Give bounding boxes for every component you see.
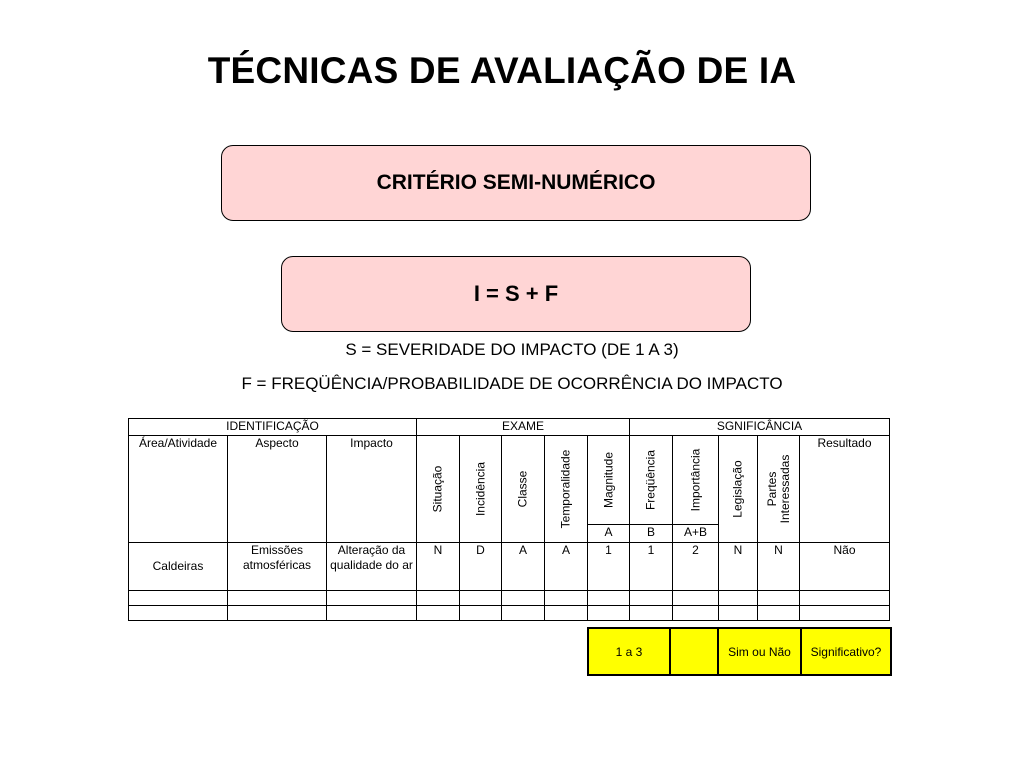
summary-range: 1 a 3 xyxy=(587,627,671,676)
cell-aspecto: Emissões atmosféricas xyxy=(228,543,327,591)
criteria-box xyxy=(221,145,811,221)
cell-impacto: Alteração da qualidade do ar xyxy=(327,543,417,591)
cell-partes: N xyxy=(758,543,800,591)
cell-classe: A xyxy=(502,543,545,591)
header-frequencia: Freqüência xyxy=(630,436,673,525)
sub-label-a: A xyxy=(588,525,630,543)
header-area-atividade: Área/Atividade xyxy=(129,436,228,543)
header-situacao: Situação xyxy=(417,436,460,543)
cell-situacao: N xyxy=(417,543,460,591)
table-row xyxy=(129,591,890,606)
frequency-note: F = FREQÜÊNCIA/PROBABILIDADE DE OCORRÊNCIA DO IMPACTO xyxy=(241,374,783,393)
group-significancia: SGNIFICÂNCIA xyxy=(630,419,890,436)
sub-label-a-plus-b: A+B xyxy=(673,525,719,543)
summary-row xyxy=(587,627,890,676)
header-incidencia: Incidência xyxy=(460,436,502,543)
formula-box xyxy=(281,256,751,332)
summary-sim-nao: Sim ou Não xyxy=(717,627,802,676)
summary-significativo: Significativo? xyxy=(800,627,892,676)
cell-area: Caldeiras xyxy=(129,543,228,591)
evaluation-table xyxy=(128,418,890,621)
cell-legislacao: N xyxy=(719,543,758,591)
header-aspecto: Aspecto xyxy=(228,436,327,543)
header-magnitude: Magnitude xyxy=(588,436,630,525)
cell-incidencia: D xyxy=(460,543,502,591)
group-identificacao: IDENTIFICAÇÃO xyxy=(129,419,417,436)
header-temporalidade: Temporalidade xyxy=(545,436,588,543)
header-impacto: Impacto xyxy=(327,436,417,543)
table-row xyxy=(129,543,890,591)
page-title: TÉCNICAS DE AVALIAÇÃO DE IA xyxy=(207,50,797,91)
cell-temporalidade: A xyxy=(545,543,588,591)
sub-label-b: B xyxy=(630,525,673,543)
header-legislacao: Legislação xyxy=(719,436,758,543)
header-resultado: Resultado xyxy=(800,436,890,543)
table-row xyxy=(129,606,890,621)
summary-empty xyxy=(669,627,719,676)
header-importancia: Importância xyxy=(673,436,719,525)
cell-importancia: 2 xyxy=(673,543,719,591)
header-partes-interessadas: Partes Interessadas xyxy=(758,436,800,543)
criteria-label: CRITÉRIO SEMI-NUMÉRICO xyxy=(376,171,656,194)
header-classe: Classe xyxy=(502,436,545,543)
cell-magnitude: 1 xyxy=(588,543,630,591)
severity-note: S = SEVERIDADE DO IMPACTO (DE 1 A 3) xyxy=(345,340,679,359)
cell-resultado: Não xyxy=(800,543,890,591)
cell-frequencia: 1 xyxy=(630,543,673,591)
formula-label: I = S + F xyxy=(473,281,559,306)
group-exame: EXAME xyxy=(417,419,630,436)
